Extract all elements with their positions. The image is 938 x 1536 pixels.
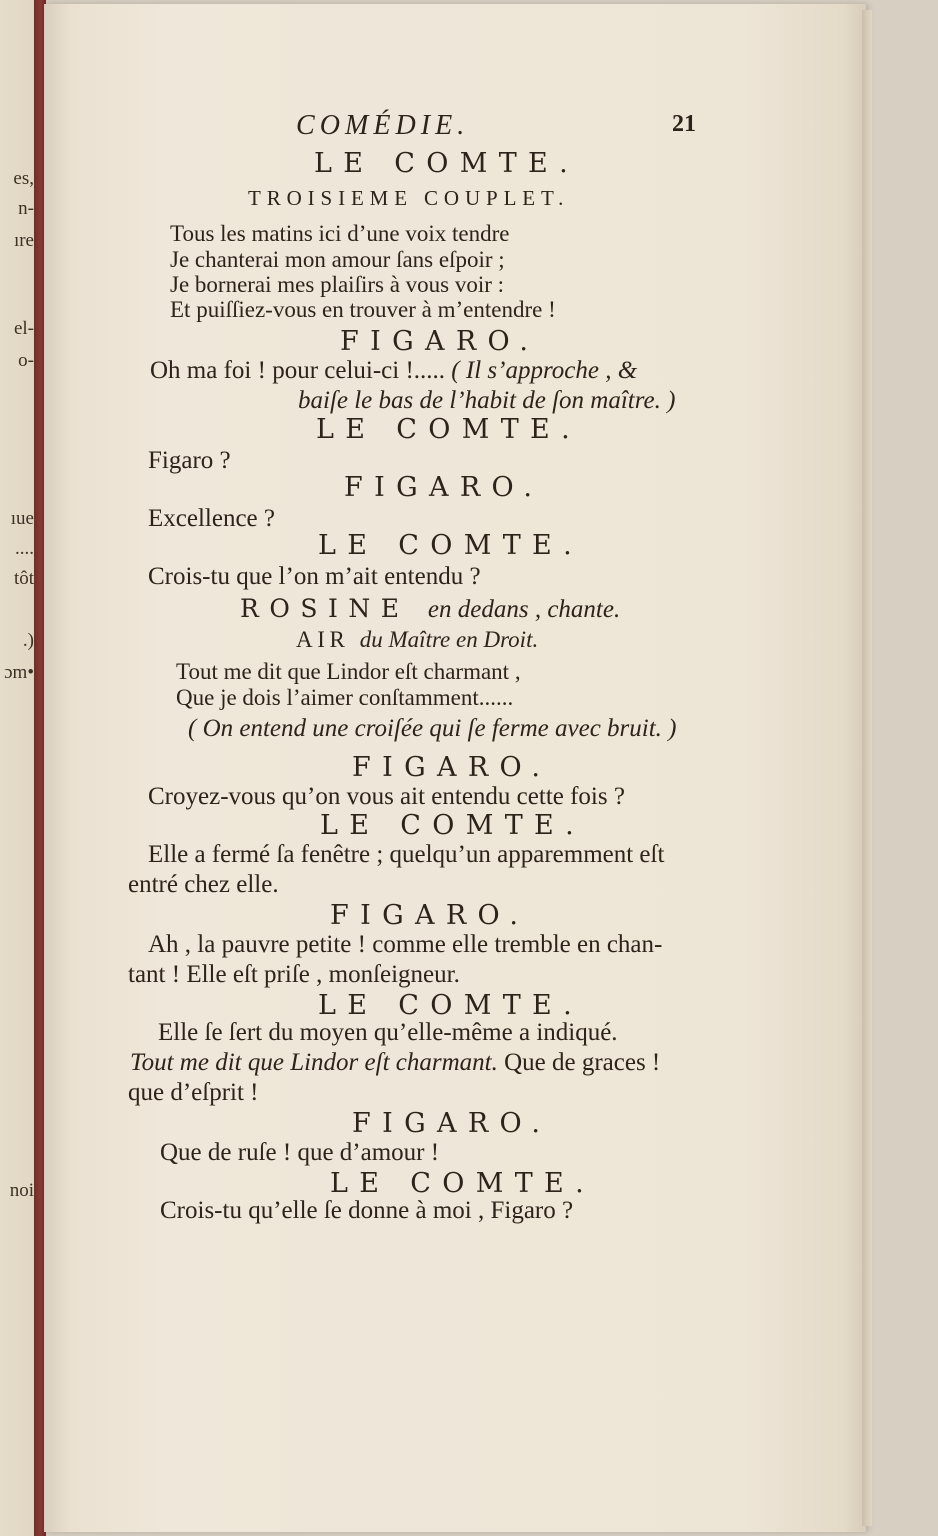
dialogue-text: Que de graces ! [497,1049,661,1076]
dialogue-line: Que de ruſe ! que d’amour ! [160,1139,440,1166]
dialogue-line: Ah , la pauvre petite ! comme elle tremble en chan- [148,931,663,958]
dialogue-line: Excellence ? [148,505,275,532]
margin-fragment: noi [9,1180,34,1201]
speaker-heading: LE COMTE. [320,810,586,841]
speaker-heading: FIGARO. [352,1108,552,1139]
dialogue-line [150,358,637,383]
dialogue-line [130,1050,660,1075]
song-heading: TROISIEME COUPLET. [248,186,570,210]
song-line: Je chanterai mon amour ſans eſpoir ; [170,247,505,272]
dialogue-line: Elle a fermé ſa fenêtre ; quelqu’un apparemment eſt [148,841,665,868]
margin-fragment: ıue [10,508,34,529]
margin-fragment: .) [22,630,34,651]
page-edge [862,10,872,1526]
speaker-heading: LE COMTE. [316,414,582,445]
stage-direction: en dedans , chante. [427,596,621,623]
speaker-heading: LE COMTE. [318,990,584,1021]
speaker-heading: FIGARO. [340,326,540,357]
air-label: AIR [296,627,360,652]
quoted-song: Tout me dit que Lindor eſt charmant. [130,1049,498,1076]
dialogue-line: Figaro ? [148,447,231,474]
speaker-heading: FIGARO. [352,752,552,783]
dialogue-line: Elle ſe ſert du moyen qu’elle-même a indiqué. [158,1019,618,1046]
air-title: du Maître en Droit. [359,627,539,652]
air-heading [296,628,538,651]
running-title: COMÉDIE. [296,110,470,141]
speaker-heading: LE COMTE. [314,148,580,179]
margin-fragment: .... [15,538,34,559]
song-line: Et puiſſiez-vous en trouver à m’entendre ! [170,297,556,322]
song-line: Tous les matins ici d’une voix tendre [170,221,510,246]
stage-direction: baiſe le bas de l’habit de ſon maître. ) [298,387,676,414]
speaker-heading: LE COMTE. [330,1168,596,1199]
dialogue-line: Croyez-vous qu’on vous ait entendu cette fois ? [148,783,625,810]
margin-fragment: ɔm• [4,662,34,683]
margin-fragment: n- [18,198,34,219]
page-number: 21 [672,111,696,137]
song-line: Tout me dit que Lindor eſt charmant , [176,659,521,684]
song-line: Que je dois l’aimer conſtamment...... [176,685,514,710]
margin-fragment: o- [18,350,34,371]
margin-fragment: el- [13,318,34,339]
speaker-with-direction [240,596,620,622]
margin-fragment: es, [13,168,34,189]
stage-direction: ( On entend une croiſée qui ſe ferme avec bruit. ) [188,715,677,742]
song-line: Je bornerai mes plaiſirs à vous voir : [170,272,505,297]
margin-fragment: tôt [13,568,34,589]
dialogue-line: Crois-tu qu’elle ſe donne à moi , Figaro ? [160,1197,574,1224]
dialogue-line: entré chez elle. [128,871,279,898]
facing-page-edge [0,0,46,1536]
stage-direction: ( Il s’approche , & [451,357,638,384]
dialogue-line: tant ! Elle eſt priſe , monſeigneur. [128,961,460,988]
speaker-name: ROSINE [240,594,428,623]
speaker-heading: FIGARO. [330,900,530,931]
dialogue-text: Oh ma foi ! pour celui-ci !..... [150,357,452,384]
margin-fragment: ıre [13,230,34,251]
dialogue-line: que d’eſprit ! [128,1079,259,1106]
speaker-heading: FIGARO. [344,472,544,503]
speaker-heading: LE COMTE. [318,530,584,561]
dialogue-line: Crois-tu que l’on m’ait entendu ? [148,563,481,590]
